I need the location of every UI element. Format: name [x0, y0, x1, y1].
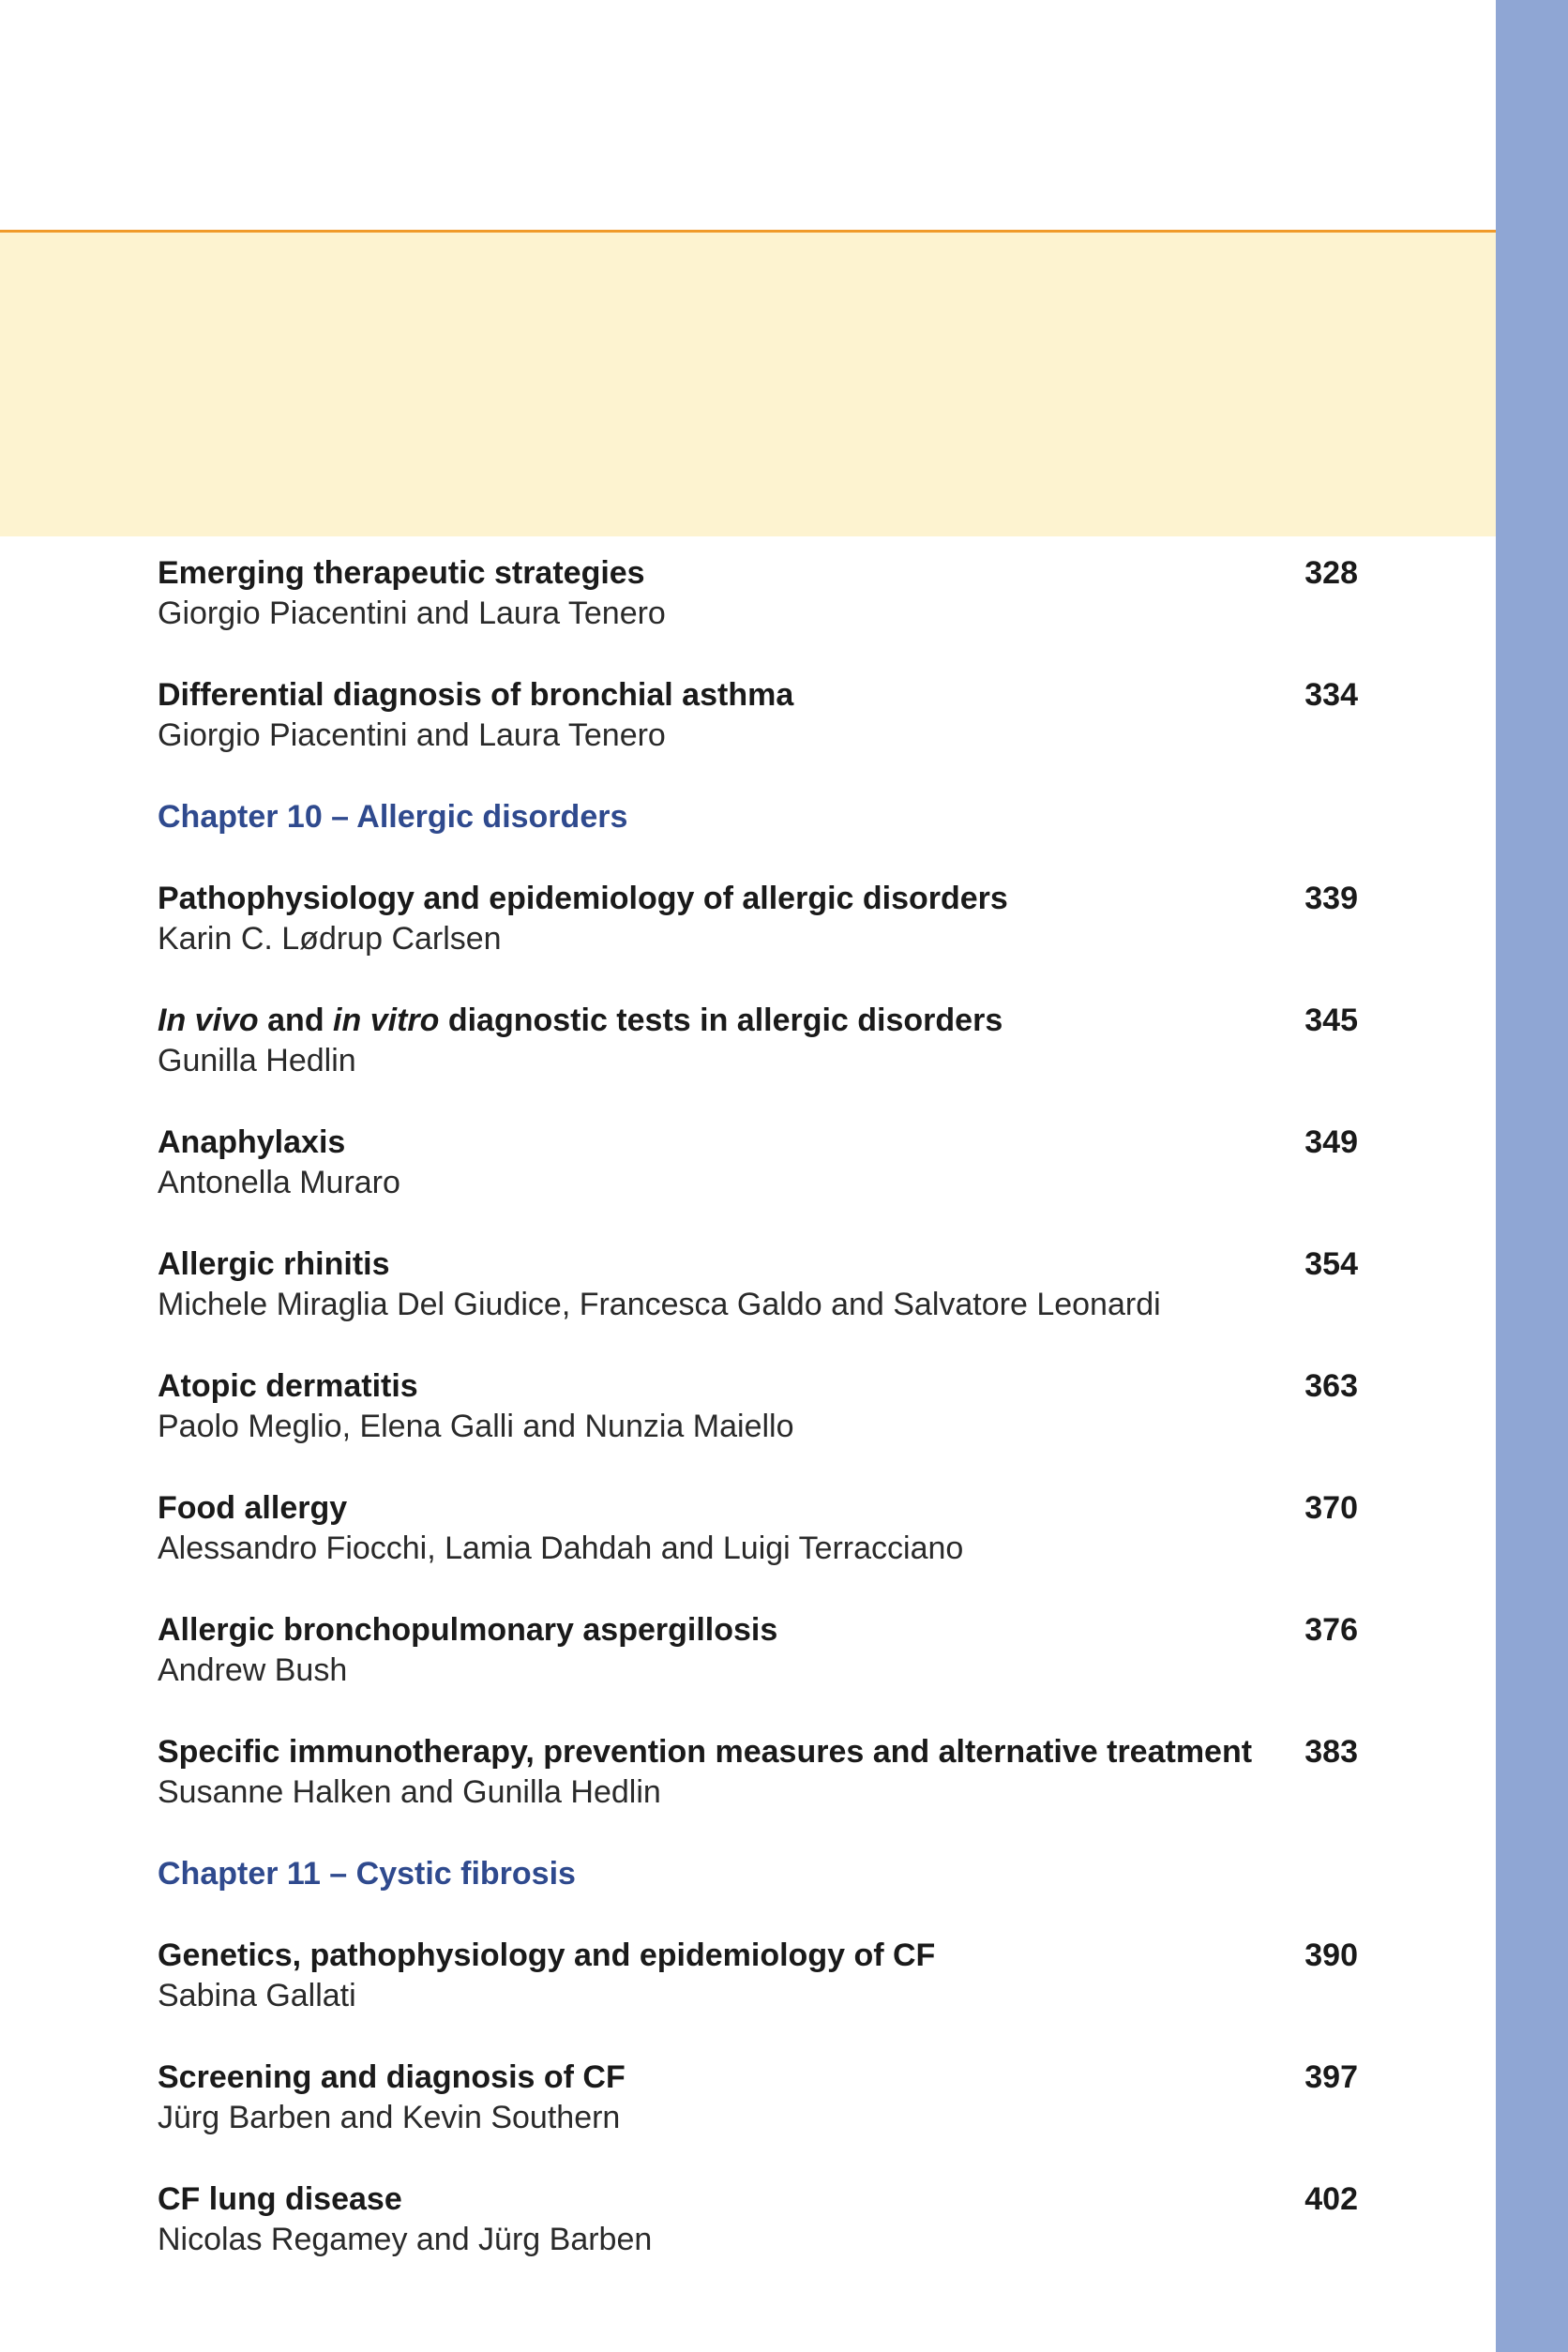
- toc-entry: [158, 1936, 1358, 2016]
- entry-title-text: and: [258, 1003, 334, 1038]
- entry-authors: Susanne Halken and Gunilla Hedlin: [158, 1774, 661, 1810]
- entry-page: 376: [1304, 1612, 1358, 1648]
- header-band: [0, 233, 1496, 536]
- entry-authors: Michele Miraglia Del Giudice, Francesca Galdo and Salvatore Leonardi: [158, 1287, 1161, 1322]
- table-of-contents: [158, 553, 1358, 2301]
- entry-authors: Andrew Bush: [158, 1652, 348, 1688]
- entry-authors: Sabina Gallati: [158, 1978, 356, 2013]
- toc-entry: [158, 1610, 1358, 1691]
- entry-page: 363: [1304, 1368, 1358, 1404]
- entry-page: 397: [1304, 2059, 1358, 2095]
- entry-authors: Paolo Meglio, Elena Galli and Nunzia Maiello: [158, 1409, 794, 1444]
- entry-title: Allergic bronchopulmonary aspergillosis: [158, 1612, 778, 1648]
- entry-authors: Gunilla Hedlin: [158, 1043, 356, 1078]
- entry-title: Atopic dermatitis: [158, 1368, 418, 1404]
- entry-title-text: diagnostic tests in allergic disorders: [439, 1003, 1003, 1038]
- toc-entry: [158, 1732, 1358, 1813]
- entry-title-italic: in vitro: [333, 1003, 440, 1038]
- entry-title: Emerging therapeutic strategies: [158, 555, 645, 591]
- toc-entry: [158, 675, 1358, 756]
- toc-entry: [158, 2179, 1358, 2260]
- entry-title: Pathophysiology and epidemiology of allergic disorders: [158, 881, 1008, 916]
- entry-authors: Giorgio Piacentini and Laura Tenero: [158, 596, 666, 631]
- entry-page: 370: [1304, 1490, 1358, 1526]
- toc-entry: [158, 1123, 1358, 1203]
- entry-page: 402: [1304, 2181, 1358, 2217]
- entry-authors: Giorgio Piacentini and Laura Tenero: [158, 717, 666, 753]
- toc-entry: [158, 553, 1358, 634]
- entry-title: Screening and diagnosis of CF: [158, 2059, 626, 2095]
- entry-page: 390: [1304, 1937, 1358, 1973]
- entry-title: [158, 1001, 1358, 1041]
- entry-page: 349: [1304, 1124, 1358, 1160]
- toc-entry: [158, 2058, 1358, 2138]
- entry-authors: Karin C. Lødrup Carlsen: [158, 921, 502, 957]
- entry-authors: Antonella Muraro: [158, 1165, 400, 1200]
- entry-page: 354: [1304, 1246, 1358, 1282]
- entry-page: 339: [1304, 881, 1358, 916]
- entry-title: Allergic rhinitis: [158, 1246, 390, 1282]
- toc-entry: [158, 1488, 1358, 1569]
- entry-title-italic: In vivo: [158, 1003, 259, 1038]
- chapter-heading: Chapter 10 – Allergic disorders: [158, 799, 628, 835]
- side-band: [1496, 0, 1568, 2352]
- entry-title: Genetics, pathophysiology and epidemiology of CF: [158, 1937, 936, 1973]
- chapter-heading: Chapter 11 – Cystic fibrosis: [158, 1856, 576, 1892]
- entry-page: 345: [1304, 1003, 1358, 1038]
- entry-title: Food allergy: [158, 1490, 348, 1526]
- toc-entry: [158, 1244, 1358, 1325]
- entry-authors: Nicolas Regamey and Jürg Barben: [158, 2222, 653, 2257]
- entry-page: 334: [1304, 677, 1358, 713]
- toc-entry: [158, 1366, 1358, 1447]
- entry-title: CF lung disease: [158, 2181, 402, 2217]
- entry-title: Anaphylaxis: [158, 1124, 346, 1160]
- toc-entry: [158, 1001, 1358, 1081]
- entry-page: 328: [1304, 555, 1358, 591]
- entry-title: Specific immunotherapy, prevention measures and alternative treatment: [158, 1734, 1253, 1770]
- entry-authors: Alessandro Fiocchi, Lamia Dahdah and Luigi Terracciano: [158, 1530, 964, 1566]
- toc-entry: [158, 879, 1358, 959]
- entry-title: Differential diagnosis of bronchial asthma: [158, 677, 794, 713]
- entry-authors: Jürg Barben and Kevin Southern: [158, 2100, 621, 2135]
- entry-page: 383: [1304, 1734, 1358, 1770]
